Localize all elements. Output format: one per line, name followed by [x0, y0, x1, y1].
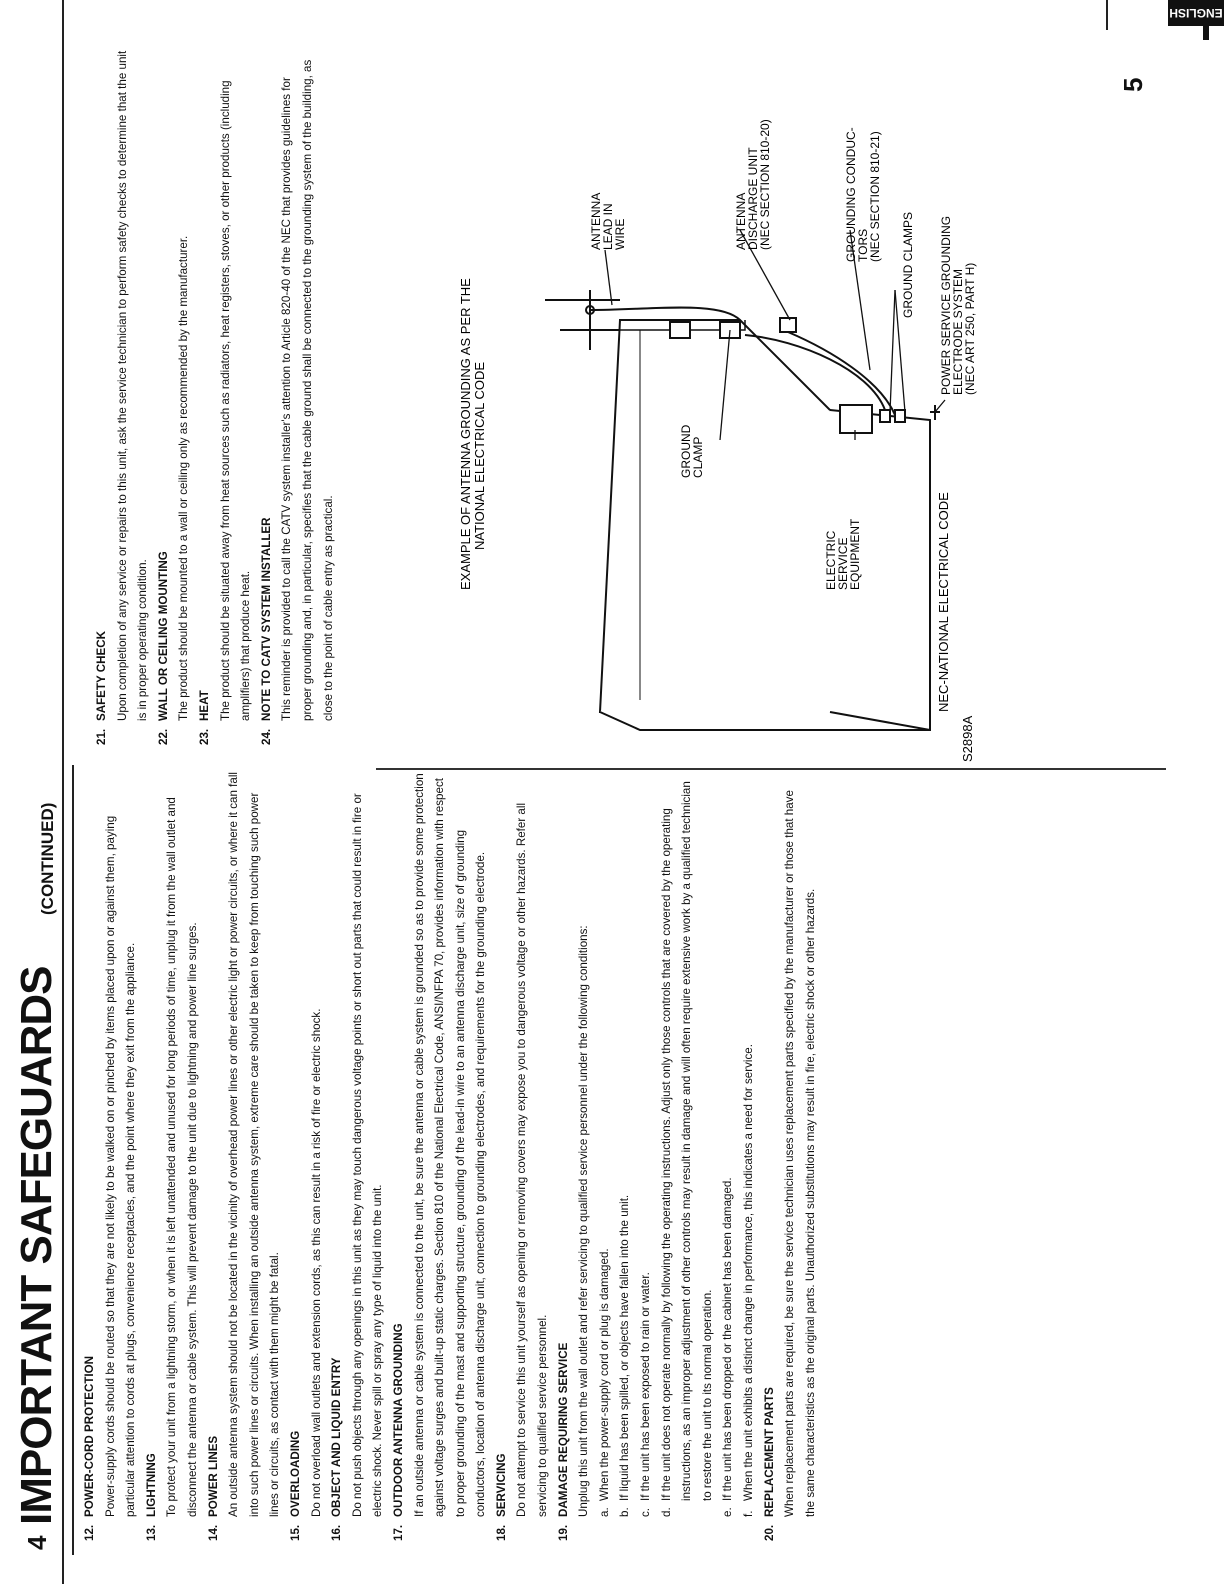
item-text: The product should be situated away from heat sources such as radiators, heat registers, stoves, or other products (including amplifiers) that produce heat. — [218, 80, 253, 721]
label-electrode-3: (NEC ART 250, PART H) — [963, 262, 977, 395]
label-ground-clamp-1: GROUND — [679, 424, 693, 478]
item-19: 19. DAMAGE REQUIRING SERVICE Unplug this unit from the wall outlet and refer servicing to qualified service personnel under the following conditions: — [554, 771, 595, 1541]
continued-label: (CONTINUED) — [38, 802, 57, 915]
item-heading: SERVICING — [494, 1453, 508, 1517]
label-discharge-2: DISCHARGE UNIT — [746, 147, 760, 250]
item-heading: HEAT — [197, 690, 211, 721]
item-text: If an outside antenna or cable system is connected to the unit, be sure the antenna or cable system is grounded so as to provide some protection against voltage surges and built-up static charges. Section 810 of the National Electrical Code, ANSI/NFPA 70, provides information with respect to proper grounding of the mast and supporting structure, grounding of the lead-in wire to an antenna discharge unit, size of grounding conductors, location of antenna discharge unit, connection to grounding electrodes, and requirements for the grounding electrode. — [412, 773, 488, 1517]
item-14: 14. POWER LINES An outside antenna system should not be located in the vicinity of overhead power lines or other electric light or power circuits, or where it can fall into such power lines or circuits. When installing an outside antenna system, extreme care should be taken to keep from touching such power lines or circuits, as contact with them might be fatal. — [204, 771, 286, 1541]
item-text: This reminder is provided to call the CATV system installer's attention to Article 820-40 of the NEC that provides guidelines for proper grounding and, in particular, specifies that the cable ground shall be connected to the grounding system of the building, as close to the point of cable entry as practical. — [280, 59, 335, 721]
item-17: 17. OUTDOOR ANTENNA GROUNDING If an outside antenna or cable system is connected to the unit, be sure the antenna or cable system is grounded so as to provide some protection against voltage surges and built-up static charges. Section 810 of the National Electrical Code, ANSI/NFPA 70, provides information with respect to proper grounding of the mast and supporting structure, grounding of the lead-in wire to an antenna discharge unit, size of grounding conductors, location of antenna discharge unit, connection to grounding electrodes, and requirements for the grounding electrode. — [389, 771, 492, 1541]
item-21: 21. SAFETY CHECK Upon completion of any service or repairs to this unit, ask the service technician to perform safety checks to determine that the unit is in proper operating condition. — [92, 45, 154, 745]
item-13: 13. LIGHTNING To protect your unit from a lightning storm, or when it is left unattended and unused for long periods of time, unplug it from the wall outlet and disconnect the antenna or cable system. This will prevent damage to the unit due to lightning and power line surges. — [142, 771, 204, 1541]
label-service-3: EQUIPMENT — [848, 518, 862, 590]
item-heading: LIGHTNING — [144, 1453, 158, 1517]
item-heading: NOTE TO CATV SYSTEM INSTALLER — [259, 517, 273, 721]
label-conductors-2: TORS — [856, 228, 870, 262]
condition-e: e. If the unit has been dropped or the cabinet has been damaged. — [721, 1177, 735, 1517]
item-12: 12. POWER-CORD PROTECTION Power-supply cords should be routed so that they are not likely to be walked on or pinched by items placed upon or against them, paying particular attention to cords at plugs, convenience receptacles, and the point where they exit from the appliance. — [80, 771, 142, 1541]
item-heading: POWER LINES — [206, 1435, 220, 1517]
condition-d: d. If the unit does not operate normally by following the operating instructions. Adjust only those controls that are covered by the operating instructions, as an improper adjustment of other controls may result in damage and will often require extensive work by a qualified technician to restore the unit to its normal operation. — [659, 781, 714, 1517]
item-24: 24. NOTE TO CATV SYSTEM INSTALLER This reminder is provided to call the CATV system installer's attention to Article 820-40 of the NEC that provides guidelines for proper grounding and, in particular, specifies that the cable ground shall be connected to the grounding system of the building, as close to the point of cable entry as practical. — [257, 45, 339, 745]
label-service-1: ELECTRIC — [824, 530, 838, 590]
item-text: The product should be mounted to a wall or ceiling only as recommended by the manufacturer. — [177, 235, 191, 721]
item-heading: WALL OR CEILING MOUNTING — [156, 551, 170, 721]
diagram-footnote: NEC-NATIONAL ELECTRICAL CODE — [936, 492, 951, 712]
label-discharge-1: ANTENNA — [734, 192, 748, 250]
label-conductors-1: GROUNDING CONDUC- — [844, 127, 858, 262]
condition-c: c. If the unit has been exposed to rain or water. — [639, 1272, 653, 1517]
page-number-right: 5 — [1118, 77, 1148, 92]
label-electrode-1: POWER SERVICE GROUNDING — [939, 215, 953, 395]
page-title: IMPORTANT SAFEGUARDS — [12, 966, 61, 1525]
item-text: Do not attempt to service this unit yourself as opening or removing covers may expose you to dangerous voltage or other hazards. Refer all servicing to qualified service personnel. — [515, 802, 550, 1517]
page-number-left: 4 — [22, 1535, 52, 1550]
item-heading: POWER-CORD PROTECTION — [83, 1355, 96, 1517]
language-tab: ENGLISH — [1168, 0, 1224, 26]
item-heading: OBJECT AND LIQUID ENTRY — [330, 1357, 344, 1517]
item-23: 23. HEAT The product should be situated away from heat sources such as radiators, heat registers, stoves, or other products (including amplifiers) that produce heat. — [195, 45, 257, 745]
building-illustration — [545, 290, 940, 730]
item-text: When replacement parts are required, be sure the service technician uses replacement parts specified by the manufacturer or those that have the same characteristics as the original parts. Unauthorized substitutions may result in fire, electric shock or other hazards. — [783, 790, 817, 1517]
label-antenna-lead-3: WIRE — [613, 218, 627, 250]
item-text: Upon completion of any service or repairs to this unit, ask the service technician to perform safety checks to determine that the unit is in proper operating condition. — [115, 50, 150, 721]
item-text: Do not push objects through any openings in this unit as they may touch dangerous voltage points or short out parts that could result in fire or electric shock. Never spill or spray any type of liquid into the unit. — [350, 793, 385, 1517]
item-text: Power-supply cords should be routed so that they are not likely to be walked on or pinched by items placed upon or against them, paying particular attention to cords at plugs, convenience receptacles, and the point where they exit from the appliance. — [103, 815, 138, 1517]
item-15: 15. OVERLOADING Do not overload wall outlets and extension cords, as this can result in a risk of fire or electric shock. — [286, 771, 327, 1541]
item-16: 16. OBJECT AND LIQUID ENTRY Do not push objects through any openings in this unit as they may touch dangerous voltage points or short out parts that could result in fire or electric shock. Never spill or spray any type of liquid into the unit. — [327, 771, 389, 1541]
condition-a: a. When the power-supply cord or plug is damaged. — [597, 1248, 611, 1517]
diagram-caption-line1: EXAMPLE OF ANTENNA GROUNDING AS PER THE — [458, 278, 473, 590]
label-antenna-lead-2: LEAD IN — [601, 203, 615, 250]
label-service-2: SERVICE — [836, 537, 850, 590]
item-heading: REPLACEMENT PARTS — [762, 1387, 776, 1517]
item-text: Do not overload wall outlets and extension cords, as this can result in a risk of fire or electric shock. — [309, 1008, 323, 1517]
item-22: 22. WALL OR CEILING MOUNTING The product should be mounted to a wall or ceiling only as recommended by the manufacturer. — [154, 45, 195, 745]
item-heading: OUTDOOR ANTENNA GROUNDING — [391, 1323, 405, 1517]
label-antenna-lead-1: ANTENNA — [589, 192, 603, 250]
diagram-caption-line2: NATIONAL ELECTRICAL CODE — [472, 361, 487, 550]
label-electrode-2: ELECTRODE SYSTEM — [951, 268, 965, 395]
item-text: An outside antenna system should not be located in the vicinity of overhead power lines or other electric light or power circuits, or where it can fall into such power lines or circuits. When installing an outside antenna system, extreme care should be taken to keep from touching such power lines or circuits, as contact with them might be fatal. — [227, 772, 282, 1517]
item-heading: OVERLOADING — [288, 1430, 302, 1517]
item-18: 18. SERVICING Do not attempt to service this unit yourself as opening or removing covers may expose you to dangerous voltage or other hazards. Refer all servicing to qualified service personnel. — [492, 771, 554, 1541]
label-conductors-3: (NEC SECTION 810-21) — [868, 131, 882, 262]
item-20: 20. REPLACEMENT PARTS When replacement parts are required, be sure the service technician uses replacement parts specified by the manufacturer or those that have the same characteristics as the original parts. Unauthorized substitutions may result in fire, electric shock or other hazards. — [760, 771, 822, 1541]
item-text: To protect your unit from a lightning storm, or when it is left unattended and unused for long periods of time, unplug it from the wall outlet and disconnect the antenna or cable system. This will prevent damage to the unit due to lightning and power line surges. — [165, 797, 199, 1517]
condition-f: f. When the unit exhibits a distinct change in performance, this indicates a need for service. — [742, 1044, 755, 1517]
diagram-code: S2898A — [960, 715, 975, 762]
label-discharge-3: (NEC SECTION 810-20) — [758, 119, 772, 250]
item-text: Unplug this unit from the wall outlet and refer servicing to qualified service personnel under the following conditions: — [577, 925, 591, 1517]
label-ground-clamp-2: CLAMP — [691, 436, 705, 478]
condition-b: b. If liquid has been spilled, or objects have fallen into the unit. — [618, 1194, 632, 1517]
item-heading: DAMAGE REQUIRING SERVICE — [556, 1342, 570, 1517]
item-heading: SAFETY CHECK — [95, 631, 108, 721]
label-ground-clamps: GROUND CLAMPS — [901, 211, 915, 318]
